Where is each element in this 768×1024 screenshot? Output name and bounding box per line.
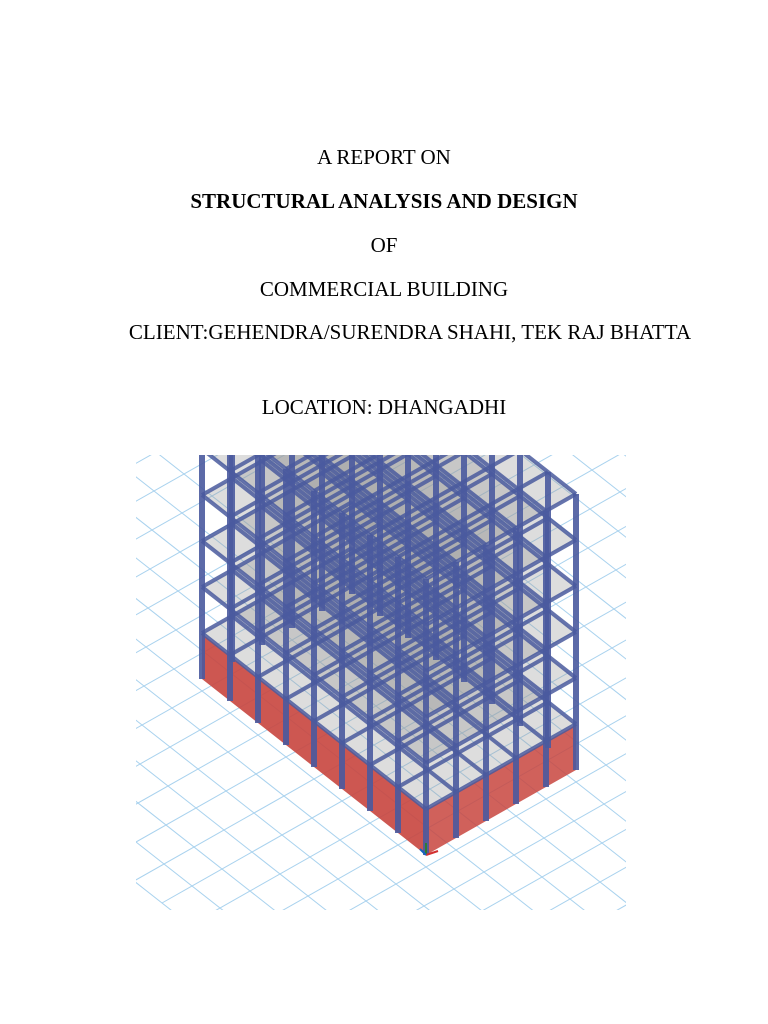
grid-line: [470, 805, 626, 910]
report-of: OF: [370, 233, 398, 257]
structural-model-drawing: [136, 455, 626, 910]
building-type: COMMERCIAL BUILDING: [259, 277, 509, 301]
report-intro: A REPORT ON: [317, 145, 451, 169]
building-3d-model-image: [136, 455, 626, 910]
report-title: STRUCTURAL ANALYSIS AND DESIGN: [190, 189, 578, 213]
location-line: LOCATION: DHANGADHI: [261, 395, 507, 419]
client-line: CLIENT:GEHENDRA/SURENDRA SHAHI, TEK RAJ BHATTA: [128, 320, 692, 344]
